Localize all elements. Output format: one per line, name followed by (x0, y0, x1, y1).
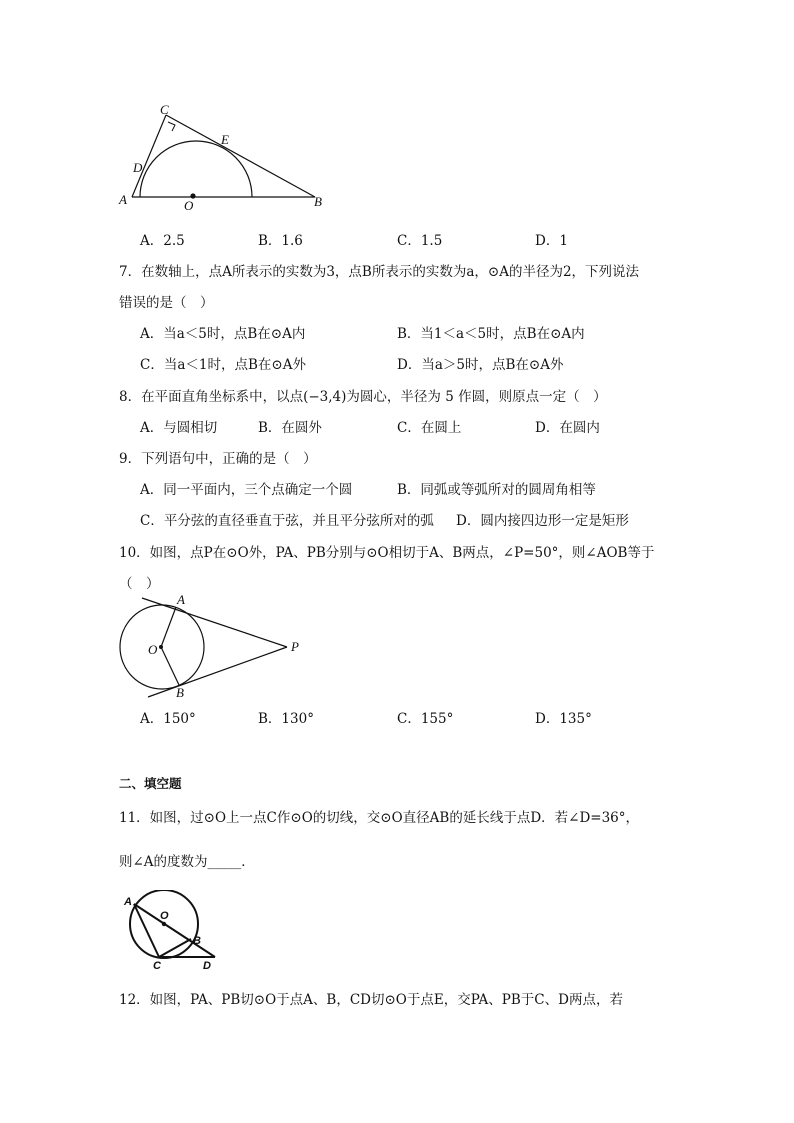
q12-stem-line1: 12．如图，PA、PB切⊙O于点A、B，CD切⊙O于点E，交PA、PB于C、D两点，若 (119, 992, 623, 1008)
q7-option-a: A．当a＜5时，点B在⊙A内 (140, 326, 306, 342)
q7-option-d: D．当a＞5时，点B在⊙A外 (397, 357, 564, 373)
triangle-semicircle-figure (112, 100, 337, 215)
q9-option-c: C．平分弦的直径垂直于弦，并且平分弦所对的弧 (140, 513, 434, 529)
q10-option-c: C．155° (397, 711, 454, 727)
label-E: E (221, 132, 229, 147)
label-O: O (184, 198, 194, 213)
q8-option-a: A．与圆相切 (140, 420, 218, 436)
label-D: D (133, 160, 143, 175)
label-P: P (291, 639, 299, 654)
q11-figure (118, 890, 228, 972)
q8-option-d: D．在圆内 (535, 420, 600, 436)
section-heading: 二、填空题 (119, 777, 182, 791)
q9-option-b: B．同弧或等弧所对的圆周角相等 (397, 482, 596, 498)
label-C: C (160, 102, 169, 117)
label-B: B (193, 935, 201, 947)
q10-option-b: B．130° (258, 711, 314, 727)
label-A: A (124, 896, 132, 908)
q11-stem-line1: 11．如图，过⊙O上一点C作⊙O的切线，交⊙O直径AB的延长线于点D．若∠D=36°， (119, 810, 640, 826)
q9-stem: 9．下列语句中，正确的是（ ） (119, 451, 317, 467)
q7-stem-line2: 错误的是（ ） (119, 295, 214, 311)
q6-option-c: C．1.5 (397, 233, 443, 249)
label-A: A (177, 592, 185, 607)
label-O: O (160, 910, 169, 922)
q10-option-d: D．135° (535, 711, 592, 727)
label-D: D (203, 960, 211, 972)
q6-option-d: D．1 (535, 233, 568, 249)
q8-option-c: C．在圆上 (397, 420, 462, 436)
q9-option-a: A．同一平面内，三个点确定一个圆 (140, 482, 353, 498)
q7-stem-line1: 7．在数轴上，点A所表示的实数为3，点B所表示的实数为a，⊙A的半径为2，下列说法 (119, 264, 640, 280)
q10-stem-line2: （ ） (119, 576, 160, 592)
q7-option-b: B．当1＜a＜5时，点B在⊙A内 (397, 326, 585, 342)
q10-option-a: A．150° (140, 711, 196, 727)
q7-option-c: C．当a＜1时，点B在⊙A外 (140, 357, 306, 373)
label-C: C (153, 960, 161, 972)
q11-stem-line2: 则∠A的度数为_____． (119, 854, 255, 870)
q6-option-a: A．2.5 (140, 233, 185, 249)
q6-option-b: B．1.6 (258, 233, 303, 249)
label-B: B (314, 194, 322, 209)
q9-option-d: D．圆内接四边形一定是矩形 (456, 513, 629, 529)
label-O: O (148, 642, 158, 657)
tangent-circle-figure (112, 590, 312, 702)
q8-option-b: B．在圆外 (258, 420, 322, 436)
label-A: A (119, 192, 127, 207)
q8-stem: 8．在平面直角坐标系中，以点(−3,4)为圆心，半径为 5 作圆，则原点一定（ ） (119, 389, 607, 405)
label-B: B (176, 685, 184, 700)
q10-stem-line1: 10．如图，点P在⊙O外，PA、PB分别与⊙O相切于A、B两点，∠P=50°，则∠AOB等于 (119, 545, 655, 561)
